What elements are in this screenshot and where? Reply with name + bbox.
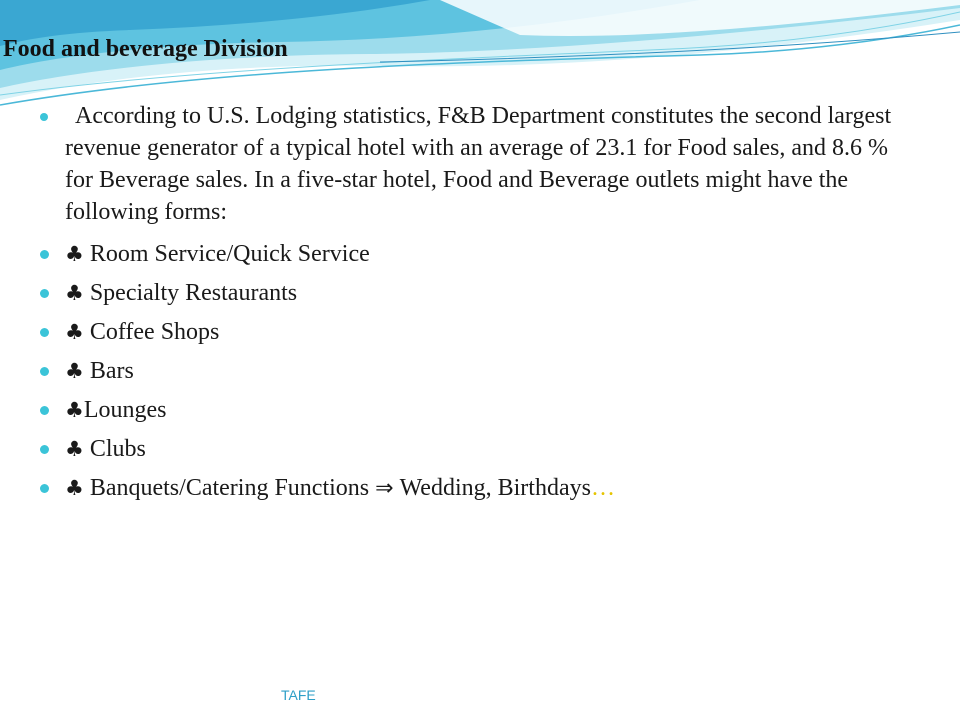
list-item <box>40 277 920 316</box>
bullet-dot-icon <box>40 113 48 121</box>
bullet-dot-icon <box>40 367 49 376</box>
slide-title: Food and beverage Division <box>3 36 288 62</box>
bullet-dot-icon <box>40 328 49 337</box>
bullet-dot-icon <box>40 484 49 493</box>
list-item <box>40 394 920 433</box>
list-item <box>40 433 920 472</box>
list-item-suffix: Wedding, Birthdays <box>399 475 591 501</box>
list-item <box>40 355 920 394</box>
list-item-label: Banquets/Catering Functions <box>89 475 370 501</box>
bullet-dot-icon <box>40 406 49 415</box>
bullet-list <box>40 100 920 511</box>
list-item-label: Coffee Shops <box>89 319 220 345</box>
club-suit-icon: ♣ <box>65 476 84 500</box>
list-item <box>40 238 920 277</box>
intro-text: According to U.S. Lodging statistics, F&B Department constitutes the second largest revenue generator of a typical hotel with an average of 23.1 for Food sales, and 8.6 % for Beverage sales. In a five-star hotel, Food and Beverage outlets might have the following forms: <box>65 103 892 225</box>
club-suit-icon: ♣ <box>65 437 84 461</box>
list-item-label: Clubs <box>89 436 146 462</box>
club-suit-icon: ♣ <box>65 359 84 383</box>
bullet-dot-icon <box>40 289 49 298</box>
intro-bullet <box>40 100 920 228</box>
bullet-dot-icon <box>40 445 49 454</box>
club-suit-icon: ♣ <box>65 281 84 305</box>
list-item <box>40 472 920 511</box>
club-suit-icon: ♣ <box>65 242 84 266</box>
bullet-dot-icon <box>40 250 49 259</box>
list-item-label: Room Service/Quick Service <box>89 241 370 267</box>
list-item <box>40 316 920 355</box>
list-item-label: Specialty Restaurants <box>89 280 298 306</box>
list-item-label: Bars <box>89 358 134 384</box>
club-suit-icon: ♣ <box>65 320 84 344</box>
footer-label: TAFE <box>281 687 316 703</box>
club-suit-icon: ♣ <box>65 398 84 422</box>
implies-arrow-icon: ⇒ <box>375 476 394 501</box>
list-item-label: Lounges <box>83 397 167 423</box>
ellipsis-text: … <box>590 475 615 501</box>
